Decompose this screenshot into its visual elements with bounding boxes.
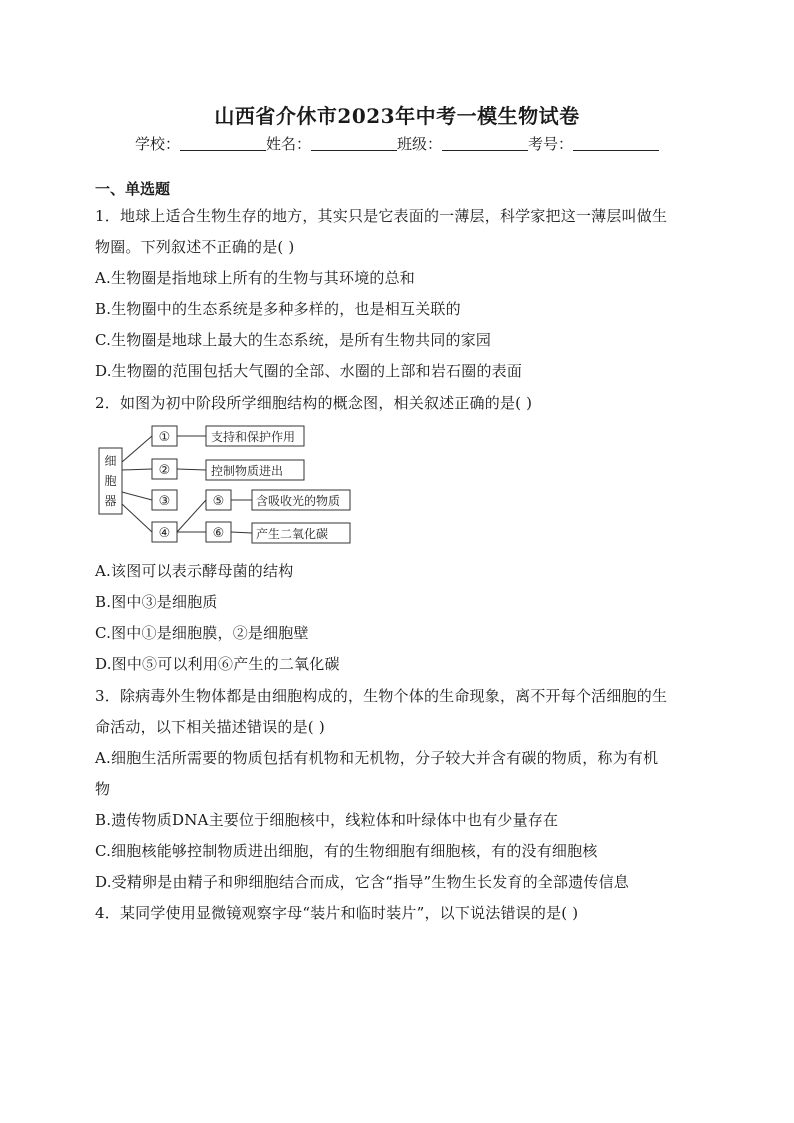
node-1-label: ① [158,430,171,445]
school-label: 学校： [134,135,180,153]
function-produce-co2: 产生二氧化碳 [256,527,329,541]
name-label: 姓名： [265,135,311,153]
function-light-absorbing: 含吸收光的物质 [256,494,341,508]
q3-option-c: C.细胞核能够控制物质进出细胞，有的生物细胞有细胞核，有的没有细胞核 [95,842,598,860]
q3-option-a-line1: A.细胞生活所需要的物质包括有机物和无机物，分子较大并含有碳的物质，称为有机 [95,749,659,767]
class-label: 班级： [397,135,443,153]
q1-option-a: A.生物圈是指地球上所有的生物与其环境的总和 [95,269,416,287]
q2-option-a: A.该图可以表示酵母菌的结构 [95,562,294,580]
root-char-2: 胞 [104,474,117,488]
node-5-label: ⑤ [212,494,225,509]
node-3-label: ③ [158,494,171,509]
name-blank[interactable] [311,134,397,151]
node-2-label: ② [158,463,171,478]
q1-stem-line2: 物圈。下列叙述不正确的是( ) [95,238,295,256]
q1-stem-line1: 1．地球上适合生物生存的地方，其实只是它表面的一薄层，科学家把这一薄层叫做生 [95,207,668,225]
function-control-substances: 控制物质进出 [211,464,284,478]
q3-option-b: B.遗传物质DNA主要位于细胞核中，线粒体和叶绿体中也有少量存在 [95,811,559,829]
node-4-label: ④ [158,526,171,541]
section-heading: 一、单选题 [95,180,171,198]
q1-option-c: C.生物圈是地球上最大的生态系统，是所有生物共同的家园 [95,331,492,349]
q2-option-c: C.图中①是细胞膜，②是细胞壁 [95,624,309,642]
function-support-protect: 支持和保护作用 [211,430,296,444]
q2-option-d: D.图中⑤可以利用⑥产生的二氧化碳 [95,655,340,673]
q4-stem-line1: 4．某同学使用显微镜观察字母“装片和临时装片”，以下说法错误的是( ) [95,904,579,922]
q3-option-d: D.受精卵是由精子和卵细胞结合而成，它含“指导”生物生长发育的全部遗传信息 [95,873,630,891]
cell-structure-concept-diagram [98,422,368,550]
node-6-label: ⑥ [212,526,225,541]
q1-option-b: B.生物圈中的生态系统是多种多样的，也是相互关联的 [95,300,461,318]
q3-stem-line1: 3．除病毒外生物体都是由细胞构成的，生物个体的生命现象，离不开每个活细胞的生 [95,687,668,705]
exam-title: 山西省介休市2023年中考一模生物试卷 [214,104,580,128]
student-info-line [0,133,794,154]
root-char-3: 器 [104,494,117,508]
number-label: 考号： [528,135,574,153]
q2-option-b: B.图中③是细胞质 [95,593,218,611]
q2-stem-line1: 2．如图为初中阶段所学细胞结构的概念图，相关叙述正确的是( ) [95,394,533,412]
number-blank[interactable] [573,134,659,151]
class-blank[interactable] [442,134,528,151]
q1-option-d: D.生物圈的范围包括大气圈的全部、水圈的上部和岩石圈的表面 [95,362,523,380]
school-blank[interactable] [180,134,266,151]
q3-stem-line2: 命活动，以下相关描述错误的是( ) [95,718,325,736]
q3-option-a-line2: 物 [95,780,111,798]
root-char-1: 细 [104,454,117,468]
